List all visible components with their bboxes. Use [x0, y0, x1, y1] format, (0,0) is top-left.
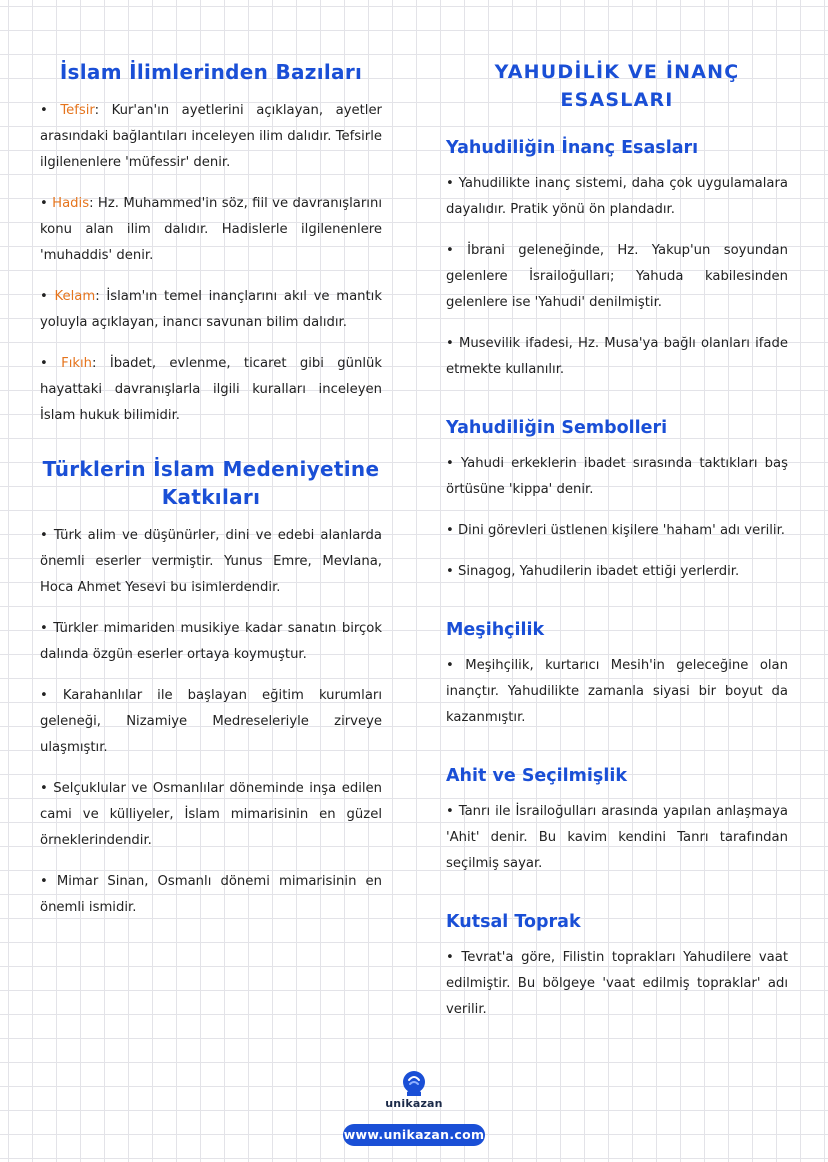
list-item: • Tevrat'a göre, Filistin toprakları Yahudilere vaat edilmiştir. Bu bölgeye 'vaat edilmiş topraklar' adı verilir.	[446, 950, 788, 1017]
website-link[interactable]: www.unikazan.com	[343, 1124, 485, 1146]
list-item: • Yahudi erkeklerin ibadet sırasında taktıkları baş örtüsüne 'kippa' denir.	[446, 456, 788, 497]
term-kelam: Kelam	[54, 289, 96, 304]
term-tefsir: Tefsir	[60, 103, 95, 118]
list-item: • İbrani geleneğinde, Hz. Yakup'un soyundan gelenlere İsrailoğulları; Yahuda kabilesinden gelenlere ise 'Yahudi' denilmiştir.	[446, 243, 788, 310]
term-fikih: Fıkıh	[61, 356, 93, 371]
list-item: • Meşihçilik, kurtarıcı Mesih'in geleceğine olan inançtır. Yahudilikte zamanla siyasi bir boyut da kazanmıştır.	[446, 658, 788, 725]
list-item: • Mimar Sinan, Osmanlı dönemi mimarisinin en önemli ismidir.	[40, 874, 382, 915]
list-item: • Türk alim ve düşünürler, dini ve edebi alanlarda önemli eserler vermiştir. Yunus Emre, Mevlana, Hoca Ahmet Yesevi bu isimlerdendir.	[40, 528, 382, 595]
list-item: • Sinagog, Yahudilerin ibadet ettiği yerlerdir.	[446, 564, 740, 579]
list-item: • Hadis: Hz. Muhammed'in söz, fiil ve davranışlarını konu alan ilim dalıdır. Hadislerle ilgilenenlere 'muhaddis' denir.	[40, 196, 382, 263]
list-item: • Tanrı ile İsrailoğulları arasında yapılan anlaşmaya 'Ahit' denir. Bu kavim kendini Tanrı tarafından seçilmiş sayar.	[446, 804, 788, 871]
judaism-title: YAHUDİLİK VE İNANÇ ESASLARI	[494, 61, 740, 111]
left-column	[40, 58, 382, 936]
section-heading-beliefs: Yahudiliğin İnanç Esasları	[446, 138, 699, 158]
list-item: • Fıkıh: İbadet, evlenme, ticaret gibi günlük hayattaki davranışlarla ilgili kuralları inceleyen İslam hukuk bilimidir.	[40, 356, 382, 423]
list-item: • Türkler mimariden musikiye kadar sanatın birçok dalında özgün eserler ortaya koymuştur.	[40, 621, 382, 662]
list-item: • Musevilik ifadesi, Hz. Musa'ya bağlı olanları ifade etmekte kullanılır.	[446, 336, 788, 377]
list-item: • Selçuklular ve Osmanlılar döneminde inşa edilen cami ve külliyeler, İslam mimarisinin en güzel örneklerindendir.	[40, 781, 382, 848]
section-heading-symbols: Yahudiliğin Sembolleri	[446, 418, 668, 438]
section-heading-covenant: Ahit ve Seçilmişlik	[446, 766, 627, 786]
list-item: • Karahanlılar ile başlayan eğitim kurumları geleneği, Nizamiye Medreseleriyle zirveye ulaşmıştır.	[40, 688, 382, 755]
brand-logo	[364, 1070, 464, 1110]
right-column	[446, 58, 788, 1038]
islamic-sciences-title: İslam İlimlerinden Bazıları	[59, 60, 363, 84]
list-item: • Dini görevleri üstlenen kişilere 'haham' adı verilir.	[446, 523, 786, 538]
turkish-contributions-title: Türklerin İslam Medeniyetine Katkıları	[42, 457, 380, 509]
section-heading-holy-land: Kutsal Toprak	[446, 912, 581, 932]
head-icon	[400, 1070, 428, 1096]
list-item: • Tefsir: Kur'an'ın ayetlerini açıklayan, ayetler arasındaki bağlantıları inceleyen ilim dalıdır. Tefsirle ilgilenenlere 'müfessir' denir.	[40, 103, 382, 170]
list-item: • Kelam: İslam'ın temel inançlarını akıl ve mantık yoluyla açıklayan, inancı savunan bilim dalıdır.	[40, 289, 382, 330]
brand-name: unikazan	[385, 1097, 443, 1110]
section-heading-messianism: Meşihçilik	[446, 620, 545, 640]
term-hadis: Hadis	[52, 196, 90, 211]
list-item: • Yahudilikte inanç sistemi, daha çok uygulamalara dayalıdır. Pratik yönü ön plandadır.	[446, 176, 788, 217]
